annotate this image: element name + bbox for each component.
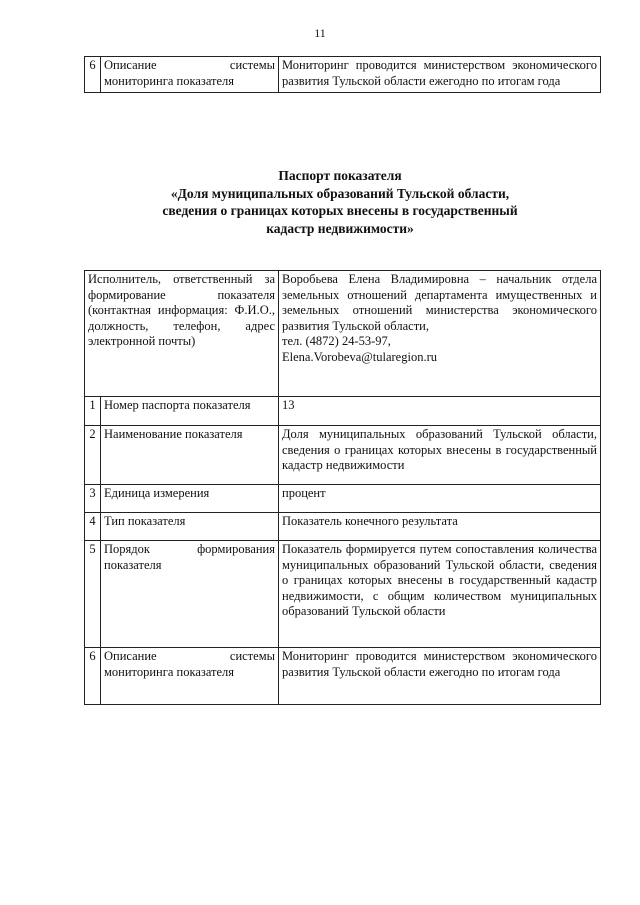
row-value: Доля муниципальных образований Тульской области, сведения о границах которых внесены в государственный кадастр недвижимости (279, 426, 601, 485)
passport-table (84, 270, 601, 705)
row-label: Порядок формирования показателя (101, 541, 279, 648)
row-number: 6 (85, 57, 101, 93)
table-row (85, 57, 601, 93)
row-value: Мониторинг проводится министерством экономического развития Тульской области ежегодно по итогам года (279, 57, 601, 93)
row-label: Номер паспорта показателя (101, 397, 279, 426)
row-value: 13 (279, 397, 601, 426)
executor-email: Elena.Vorobeva@tularegion.ru (282, 349, 437, 364)
row-value: процент (279, 485, 601, 513)
row-number: 6 (85, 648, 101, 705)
table-row (85, 648, 601, 705)
row-number: 4 (85, 513, 101, 541)
row-number: 2 (85, 426, 101, 485)
table-row (85, 397, 601, 426)
row-value: Показатель формируется путем сопоставления количества муниципальных образований Тульской области, сведения о границах которых внесены в государственный кадастр недвижимости, с общим количеством муниципальных образований Тульской области (279, 541, 601, 648)
row-label: Описание системы мониторинга показателя (101, 648, 279, 705)
table-row (85, 426, 601, 485)
title-line: «Доля муниципальных образований Тульской области, (170, 185, 510, 201)
row-label: Описание системы мониторинга показателя (101, 57, 279, 93)
title-line: кадастр недвижимости» (266, 220, 414, 236)
table-row (85, 541, 601, 648)
row-label: Единица измерения (101, 485, 279, 513)
table-row (85, 485, 601, 513)
title-line: Паспорт показателя (278, 168, 402, 183)
executor-phone: тел. (4872) 24-53-97, (282, 334, 391, 348)
page-number: 11 (314, 26, 326, 40)
row-number: 5 (85, 541, 101, 648)
table-row (85, 271, 601, 397)
row-number: 3 (85, 485, 101, 513)
executor-label: Исполнитель, ответственный за формирование показателя (контактная информация: Ф.И.О., должность, телефон, адрес электронной почты) (85, 271, 279, 397)
executor-name: Воробьева Елена Владимировна – начальник отдела земельных отношений департамента имущественных и земельных отношений министерства экономического развития Тульской области, (282, 272, 597, 333)
row-value: Показатель конечного результата (279, 513, 601, 541)
row-label: Тип показателя (101, 513, 279, 541)
executor-value (279, 271, 601, 397)
title-line: сведения о границах которых внесены в государственный (162, 203, 518, 218)
continued-table (84, 56, 601, 93)
row-label: Наименование показателя (101, 426, 279, 485)
passport-title (96, 167, 584, 237)
row-value: Мониторинг проводится министерством экономического развития Тульской области ежегодно по итогам года (279, 648, 601, 705)
row-number: 1 (85, 397, 101, 426)
table-row (85, 513, 601, 541)
